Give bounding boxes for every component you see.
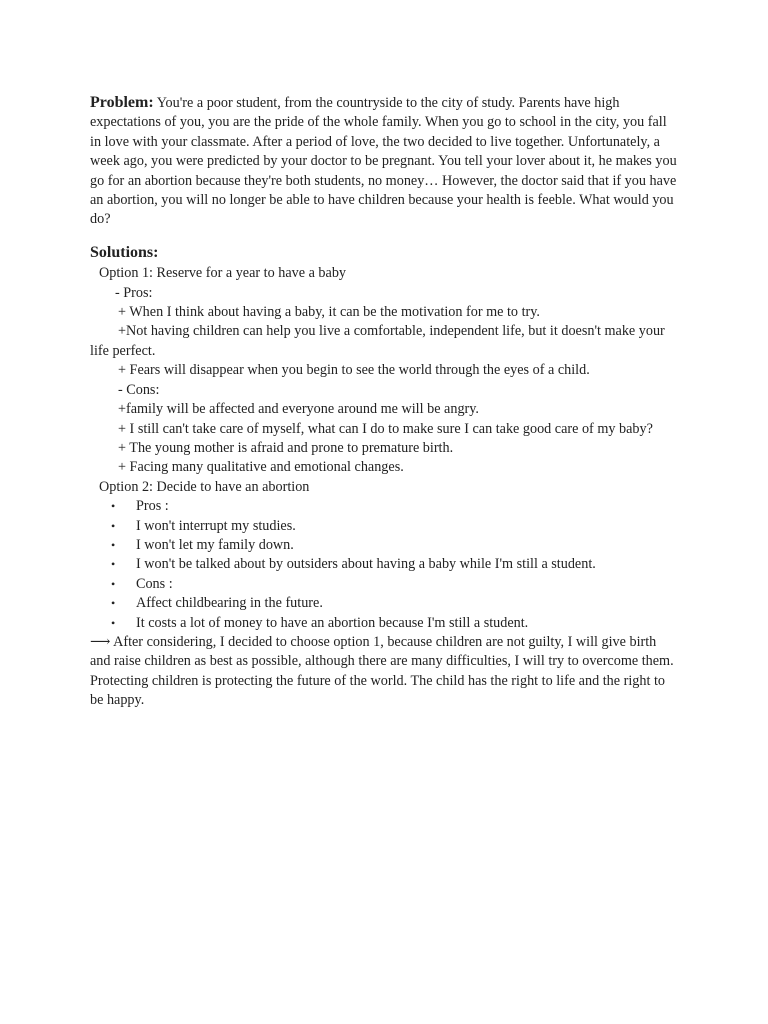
- list-item-text: I won't be talked about by outsiders about having a baby while I'm still a student.: [136, 556, 596, 573]
- option1-con-3: + The young mother is afraid and prone to premature birth.: [118, 439, 454, 456]
- bullet-icon: •: [111, 596, 116, 611]
- option1-title: Option 1: Reserve for a year to have a baby: [99, 265, 347, 282]
- option1-con-1: +family will be affected and everyone around me will be angry.: [118, 401, 479, 418]
- list-item: [90, 594, 680, 613]
- document-page: [90, 93, 680, 711]
- list-item: [90, 517, 680, 536]
- list-item: [90, 614, 680, 633]
- list-item-text: I won't interrupt my studies.: [136, 517, 296, 534]
- list-item-text: It costs a lot of money to have an abortion because I'm still a student.: [136, 614, 529, 631]
- option1-cons-label: - Cons:: [118, 381, 160, 398]
- bullet-icon: •: [111, 499, 116, 514]
- list-item-text: Affect childbearing in the future.: [136, 595, 323, 612]
- option1-con-4: + Facing many qualitative and emotional changes.: [118, 459, 404, 476]
- problem-text: You're a poor student, from the countryside to the city of study. Parents have high expectations of you, you are the pride of the whole family. When you go to school in the city, you fall in love with your classmate. After a period of love, the two decided to live together. Unfortunately, a week ago, you were predicted by your doctor to be pregnant. You tell your lover about it, he makes you go for an abortion because they're both students, no money… However, the doctor said that if you have an abortion, you will no longer be able to have children because your health is feeble. What would you do?: [90, 95, 677, 228]
- list-item: [90, 555, 680, 574]
- list-item: [90, 497, 680, 516]
- solutions-heading: Solutions:: [90, 243, 159, 261]
- list-item-text: I won't let my family down.: [136, 536, 294, 553]
- bullet-icon: •: [111, 518, 116, 533]
- bullet-icon: •: [111, 557, 116, 572]
- bullet-icon: •: [111, 576, 116, 591]
- option1-pro-3: + Fears will disappear when you begin to see the world through the eyes of a child.: [118, 362, 590, 379]
- problem-paragraph: [90, 93, 680, 230]
- bullet-icon: •: [111, 537, 116, 552]
- list-item: [90, 575, 680, 594]
- bullet-icon: •: [111, 615, 116, 630]
- option2-list: [90, 497, 680, 633]
- option2-title: Option 2: Decide to have an abortion: [99, 478, 310, 495]
- list-item-text: Pros :: [136, 498, 169, 515]
- problem-label: Problem:: [90, 94, 154, 111]
- option1-pro-2: +Not having children can help you live a comfortable, independent life, but it doesn't make your life perfect.: [90, 323, 665, 359]
- option1-pro-1: + When I think about having a baby, it can be the motivation for me to try.: [118, 304, 540, 321]
- conclusion-paragraph: ⟶ After considering, I decided to choose option 1, because children are not guilty, I will give birth and raise children as best as possible, although there are many difficulties, I will try to overcome them. Protecting children is protecting the future of the world. The child has the right to life and the right to be happy.: [90, 633, 674, 709]
- list-item-text: Cons :: [136, 575, 173, 592]
- option1-con-2: + I still can't take care of myself, what can I do to make sure I can take good care of my baby?: [118, 420, 653, 437]
- option1-pros-label: - Pros:: [115, 284, 153, 301]
- list-item: [90, 536, 680, 555]
